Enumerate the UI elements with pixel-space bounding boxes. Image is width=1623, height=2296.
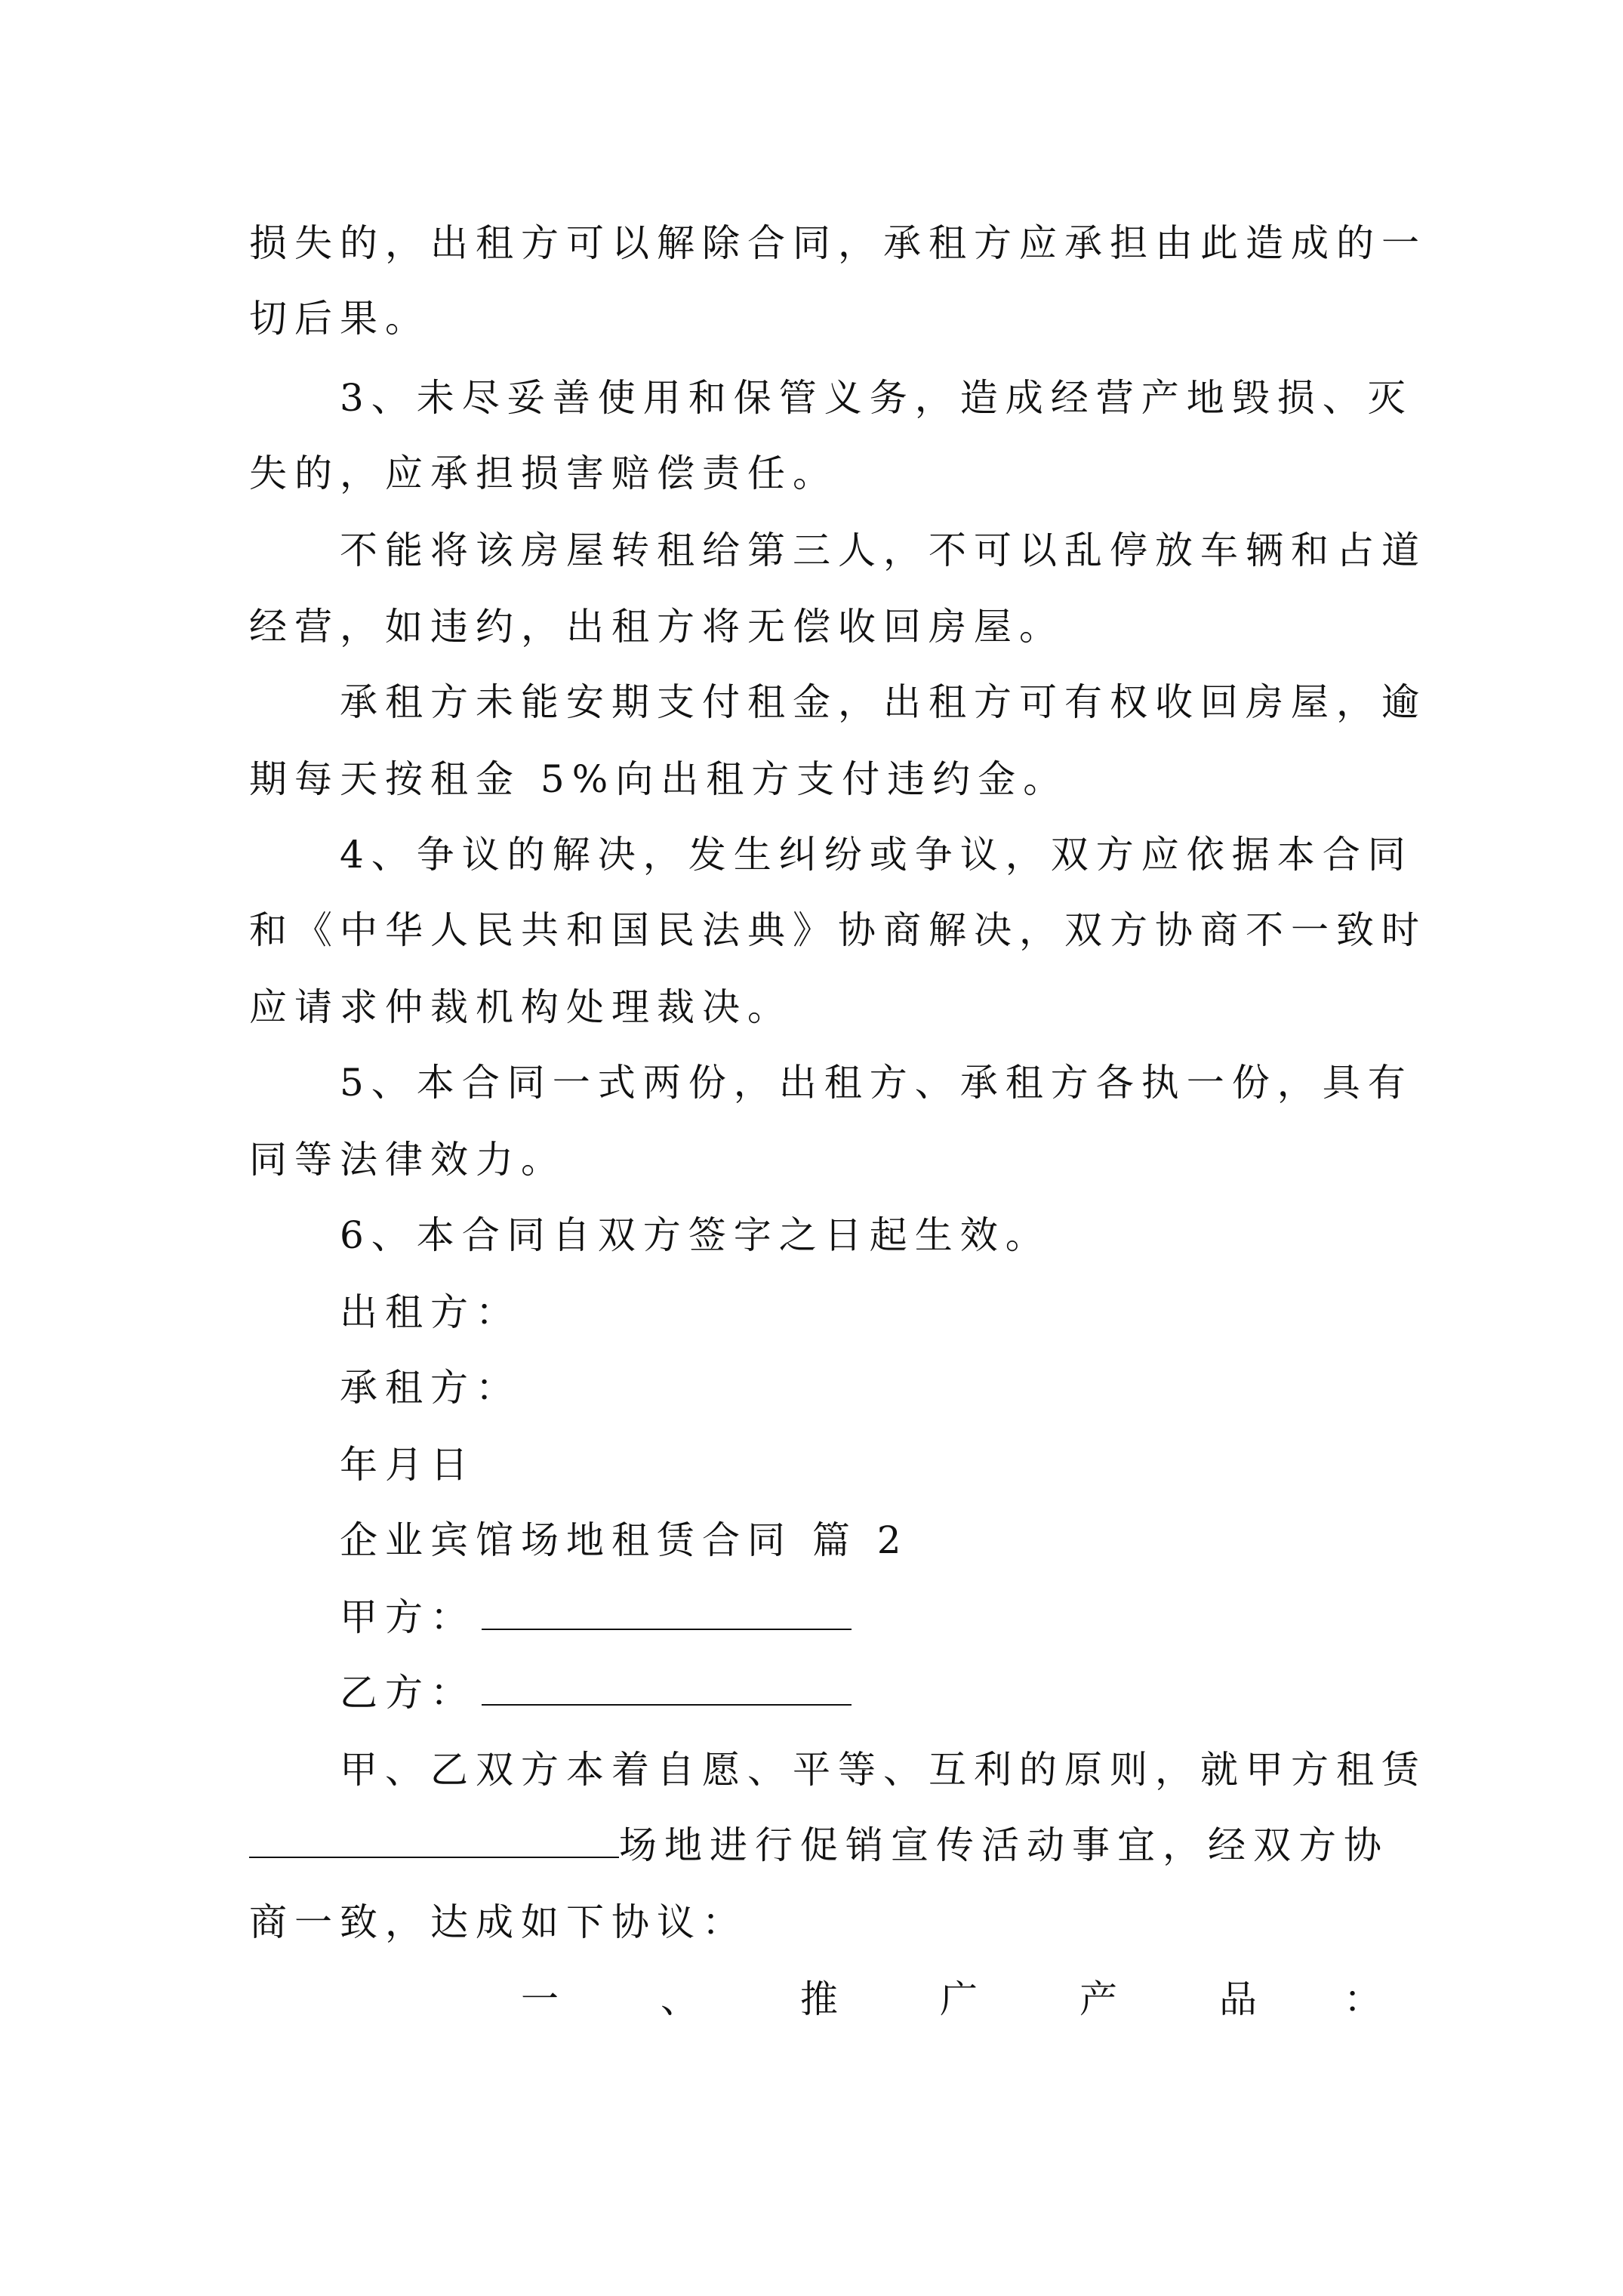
heading-char: ： [1344, 1977, 1381, 2021]
party-a-blank [482, 1595, 852, 1630]
heading-char: 推 [800, 1977, 838, 2021]
heading-char: 广 [940, 1977, 978, 2021]
text-line: 承租方未能安期支付租金，出租方可有权收回房屋，逾 [340, 680, 1427, 724]
text-line: 不能将该房屋转租给第三人，不可以乱停放车辆和占道 [340, 529, 1427, 572]
text-line: 5、本合同一式两份，出租方、承租方各执一份，具有 [340, 1061, 1413, 1105]
text-line: 同等法律效力。 [249, 1138, 566, 1182]
text-line: 期每天按租金 5%向出租方支付违约金。 [249, 757, 1069, 801]
text-line: 6、本合同自双方签字之日起生效。 [340, 1213, 1051, 1257]
section-title: 企业宾馆场地租赁合同 篇 2 [340, 1518, 909, 1562]
text-line: 甲、乙双方本着自愿、平等、互利的原则，就甲方租赁 [340, 1748, 1427, 1792]
party-b-blank [482, 1671, 852, 1706]
heading-char: 品 [1219, 1977, 1257, 2021]
heading-char: 、 [661, 1977, 698, 2021]
text-line: 4、争议的解决，发生纠纷或争议，双方应依据本合同 [340, 833, 1413, 877]
text-line: 出租方： [340, 1290, 521, 1334]
text-line: 商一致，达成如下协议： [249, 1900, 747, 1944]
party-b-line [340, 1669, 1472, 1717]
text-line: 应请求仲裁机构处理裁决。 [249, 985, 793, 1029]
heading-promoted-products [249, 1975, 1381, 2023]
text-line: 承租方： [340, 1366, 521, 1410]
text-line: 失的，应承担损害赔偿责任。 [249, 451, 838, 495]
text-line: 损失的，出租方可以解除合同，承租方应承担由此造成的一 [249, 221, 1427, 265]
venue-line [249, 1821, 1389, 1869]
party-b-label: 乙方： [340, 1671, 476, 1715]
text-line: 切后果。 [249, 297, 430, 341]
party-a-line [340, 1593, 1472, 1641]
venue-text: 场地进行促销宣传活动事宜，经双方协 [619, 1823, 1389, 1867]
venue-blank [249, 1823, 619, 1858]
text-line: 年月日 [340, 1443, 476, 1487]
text-line: 和《中华人民共和国民法典》协商解决，双方协商不一致时 [249, 908, 1427, 952]
party-a-label: 甲方： [340, 1595, 476, 1639]
heading-char: 产 [1079, 1977, 1117, 2021]
text-line: 经营，如违约，出租方将无偿收回房屋。 [249, 605, 1064, 649]
text-line: 3、未尽妥善使用和保管义务，造成经营产地毁损、灭 [340, 376, 1413, 420]
heading-char: 一 [521, 1977, 559, 2021]
